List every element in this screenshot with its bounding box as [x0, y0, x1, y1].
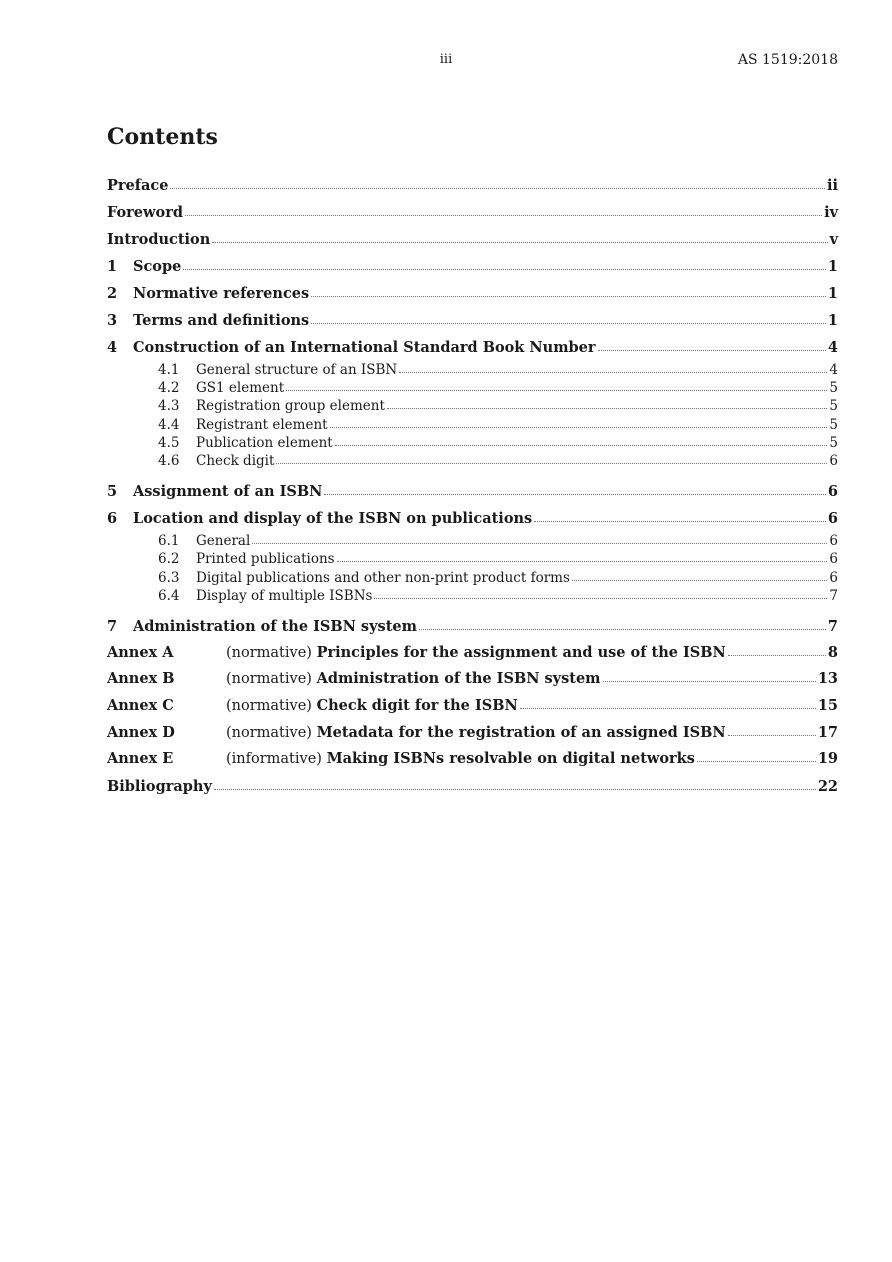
dot-leader: [324, 494, 826, 495]
dot-leader: [335, 445, 828, 446]
toc-entry-number: 4: [107, 339, 118, 356]
toc-entry-page: 5: [829, 380, 838, 397]
toc-entry-title: Display of multiple ISBNs: [196, 587, 373, 604]
toc-entry-section-4[interactable]: [107, 334, 838, 361]
toc-entry-number: 4.1: [158, 362, 180, 378]
dot-leader: [598, 350, 826, 351]
dot-leader: [728, 735, 816, 736]
annex-label: Annex E: [107, 750, 174, 768]
toc-entry-title: Check digit: [196, 452, 275, 469]
toc-entry-title: Printed publications: [196, 551, 335, 568]
toc-entry-title: Administration of the ISBN system: [316, 670, 601, 688]
toc-entry-bibliography[interactable]: [107, 773, 838, 800]
toc-entry-number: 5: [107, 483, 118, 501]
toc-subentry-6-2[interactable]: [107, 550, 838, 568]
dot-leader: [212, 242, 827, 243]
toc-entry-page: 8: [827, 643, 838, 661]
toc-entry-number: 1: [107, 258, 118, 275]
toc-entry-annex-c[interactable]: [107, 693, 838, 720]
toc-entry-page: 6: [827, 483, 838, 501]
annex-type: (normative): [226, 644, 312, 661]
dot-leader: [374, 598, 827, 599]
toc-entry-number: 7: [107, 617, 118, 635]
toc-entry-page: ii: [826, 177, 838, 194]
annex-type: (informative): [226, 751, 322, 768]
toc-entry-page: 4: [829, 362, 838, 378]
toc-entry-section-1[interactable]: [107, 253, 838, 280]
dot-leader: [276, 463, 827, 464]
toc-entry-title: Preface: [107, 177, 169, 194]
toc-entry-title: Scope: [133, 258, 182, 275]
toc-entry-title: Location and display of the ISBN on publications: [133, 510, 533, 528]
toc-entry-page: 6: [829, 452, 838, 469]
toc-entry-title: GS1 element: [196, 380, 285, 397]
toc-entry-annex-b[interactable]: [107, 666, 838, 693]
toc-entry-number: 6.1: [158, 533, 180, 550]
toc-subentry-4-5[interactable]: [107, 434, 838, 452]
dot-leader: [419, 629, 826, 630]
dot-leader: [572, 580, 828, 581]
annex-label: Annex D: [107, 723, 175, 741]
toc-entry-preface[interactable]: [107, 172, 838, 199]
toc-entry-page: 5: [829, 434, 838, 451]
dot-leader: [534, 521, 826, 522]
toc-entry-section-2[interactable]: [107, 280, 838, 307]
annex-label: Annex A: [107, 643, 174, 661]
toc-entry-page: 4: [827, 339, 838, 356]
dot-leader: [214, 789, 816, 790]
toc-entry-annex-d[interactable]: [107, 720, 838, 747]
toc-entry-number: 4.2: [158, 380, 180, 397]
toc-entry-title: Principles for the assignment and use of the ISBN: [316, 643, 726, 661]
document-id: AS 1519:2018: [737, 52, 838, 68]
toc-entry-annex-a[interactable]: [107, 640, 838, 667]
toc-entry-number: 2: [107, 285, 118, 302]
toc-entry-page: 1: [827, 285, 838, 302]
toc-entry-page: 6: [829, 569, 838, 586]
toc-entry-page: 6: [827, 510, 838, 528]
toc-entry-page: 1: [827, 312, 838, 329]
toc-entry-number: 6.4: [158, 587, 180, 604]
toc-subentry-4-6[interactable]: [107, 452, 838, 470]
dot-leader: [603, 681, 816, 682]
toc-entry-title: Publication element: [196, 434, 333, 451]
toc-entry-number: 3: [107, 312, 118, 329]
dot-leader: [252, 543, 827, 544]
toc-entry-foreword[interactable]: [107, 199, 838, 226]
toc-entry-section-6[interactable]: [107, 505, 838, 532]
toc-entry-page: 5: [829, 398, 838, 415]
toc-entry-page: 6: [829, 533, 838, 550]
toc-entry-page: 22: [817, 777, 838, 795]
dot-leader: [286, 390, 827, 391]
toc-entry-page: 7: [829, 587, 838, 604]
toc-entry-title: General: [196, 533, 251, 550]
toc-entry-page: 17: [817, 723, 838, 741]
toc-entry-title: General structure of an ISBN: [196, 362, 398, 378]
toc-entry-title: Bibliography: [107, 777, 212, 795]
dot-leader: [387, 408, 828, 409]
toc-entry-section-7[interactable]: [107, 613, 838, 640]
toc-entry-title: Construction of an International Standard Book Number: [133, 339, 596, 356]
toc-entry-section-5[interactable]: [107, 478, 838, 505]
toc-entry-page: v: [829, 231, 838, 248]
dot-leader: [330, 427, 828, 428]
toc-subentry-4-2[interactable]: [107, 379, 838, 397]
toc-subentry-6-1[interactable]: [107, 532, 838, 550]
toc-entry-page: iv: [824, 204, 838, 221]
toc-entry-title: Registrant element: [196, 416, 328, 433]
toc-entry-number: 4.3: [158, 398, 180, 415]
toc-entry-number: 6.2: [158, 551, 180, 568]
dot-leader: [337, 561, 828, 562]
toc-entry-introduction[interactable]: [107, 226, 838, 253]
toc-entry-page: 5: [829, 416, 838, 433]
annex-type: (normative): [226, 698, 312, 715]
toc-entry-page: 15: [817, 697, 838, 715]
dot-leader: [311, 296, 826, 297]
toc-subentry-4-3[interactable]: [107, 397, 838, 415]
dot-leader: [183, 269, 826, 270]
toc-entry-page: 6: [829, 551, 838, 568]
toc-entry-title: Check digit for the ISBN: [316, 697, 518, 715]
annex-label: Annex C: [107, 697, 174, 715]
toc-entry-title: Assignment of an ISBN: [133, 483, 323, 501]
toc-entry-title: Foreword: [107, 204, 183, 221]
toc-entry-page: 19: [817, 750, 838, 768]
toc-entry-title: Normative references: [133, 285, 310, 302]
dot-leader: [170, 188, 825, 189]
dot-leader: [185, 215, 822, 216]
table-of-contents: [107, 172, 838, 800]
toc-entry-number: 6: [107, 510, 118, 528]
toc-subentry-4-1[interactable]: [107, 361, 838, 379]
toc-entry-title: Terms and definitions: [133, 312, 310, 329]
annex-type: (normative): [226, 671, 312, 688]
toc-entry-number: 4.4: [158, 416, 180, 433]
toc-entry-page: 13: [817, 670, 838, 688]
toc-entry-section-3[interactable]: [107, 307, 838, 334]
toc-entry-title: Digital publications and other non-print product forms: [196, 569, 570, 586]
dot-leader: [520, 708, 816, 709]
dot-leader: [728, 655, 826, 656]
dot-leader: [311, 323, 826, 324]
toc-entry-page: 1: [827, 258, 838, 275]
contents-title: Contents: [107, 124, 218, 150]
toc-entry-title: Metadata for the registration of an assigned ISBN: [316, 723, 726, 741]
toc-entry-title: Making ISBNs resolvable on digital networks: [326, 750, 695, 768]
toc-entry-page: 7: [827, 617, 838, 635]
dot-leader: [697, 761, 816, 762]
toc-entry-number: 4.6: [158, 452, 180, 469]
dot-leader: [399, 372, 827, 373]
toc-subentry-4-4[interactable]: [107, 416, 838, 434]
toc-subentry-6-3[interactable]: [107, 569, 838, 587]
toc-entry-number: 4.5: [158, 434, 180, 451]
annex-type: (normative): [226, 724, 312, 741]
toc-entry-title: Introduction: [107, 231, 211, 248]
toc-subentry-6-4[interactable]: [107, 587, 838, 605]
toc-entry-title: Registration group element: [196, 398, 385, 415]
toc-entry-number: 6.3: [158, 569, 180, 586]
toc-entry-title: Administration of the ISBN system: [133, 617, 417, 635]
page-number: iii: [439, 52, 453, 67]
annex-label: Annex B: [107, 670, 175, 688]
toc-entry-annex-e[interactable]: [107, 746, 838, 773]
